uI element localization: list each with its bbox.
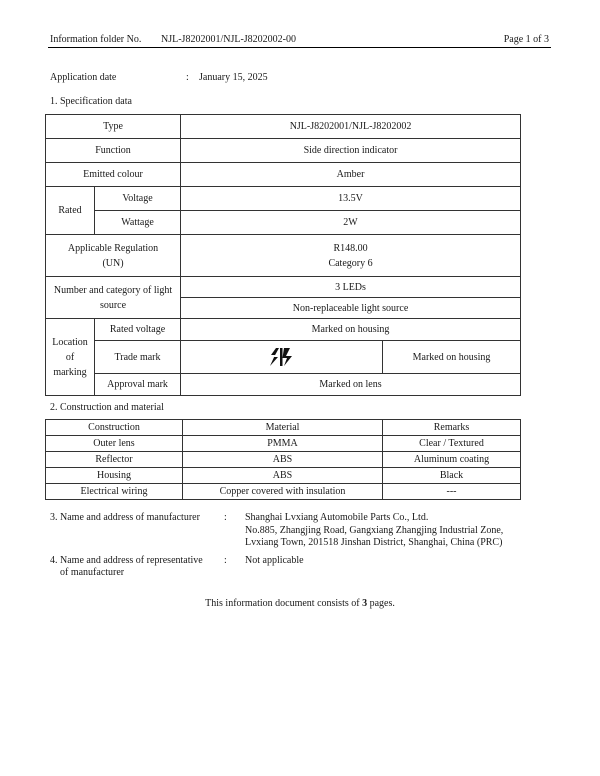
representative-value: Not applicable (245, 555, 304, 566)
section-2-title: 2. Construction and material (50, 402, 164, 413)
spec-row-wattage (46, 211, 521, 235)
spec-wattage-label: Wattage (95, 211, 181, 235)
spec-row-function (46, 139, 521, 163)
table-row (46, 436, 521, 452)
application-date-label: Application date (50, 72, 117, 83)
spec-regulation-value (181, 235, 521, 277)
construction-cell: Housing (46, 468, 183, 484)
spec-row-colour (46, 163, 521, 187)
manufacturer-address-line-1: No.885, Zhangjing Road, Gangxiang Zhangjing Industrial Zone, (245, 524, 504, 536)
material-cell: PMMA (183, 436, 383, 452)
remarks-header: Remarks (383, 420, 521, 436)
spec-location-line-3: marking (53, 366, 87, 378)
manufacturer-address-line-2: Lvxiang Town, 201518 Jinshan District, Shanghai, China (PRC) (245, 537, 503, 548)
construction-header: Construction (46, 420, 183, 436)
spec-rated-voltage-value: Marked on housing (181, 319, 521, 341)
section-4-colon: : (224, 555, 227, 566)
construction-table (45, 419, 521, 500)
spec-rated-label: Rated (46, 187, 95, 235)
spec-regulation-label-line-1: Applicable Regulation (67, 242, 159, 254)
section-3-label: 3. Name and address of manufacturer (50, 512, 200, 523)
spec-row-voltage (46, 187, 521, 211)
manufacturer-name: Shanghai Lvxiang Automobile Parts Co., Ltd. (245, 512, 429, 523)
remarks-cell: --- (383, 484, 521, 500)
spec-light-label-line-2: source (99, 299, 127, 311)
remarks-cell: Clear / Textured (383, 436, 521, 452)
material-cell: ABS (183, 452, 383, 468)
table-row (46, 452, 521, 468)
spec-colour-value: Amber (181, 163, 521, 187)
construction-header-row (46, 420, 521, 436)
spec-function-label: Function (46, 139, 181, 163)
spec-row-type (46, 115, 521, 139)
material-cell: ABS (183, 468, 383, 484)
section-4-label (50, 555, 203, 579)
folder-label: Information folder No. (50, 34, 142, 45)
section-1-title: 1. Specification data (50, 96, 132, 107)
specification-table (45, 114, 521, 396)
section-4-label-line-1: 4. Name and address of representative (50, 555, 203, 566)
section-4-label-line-2: of manufacturer (60, 567, 125, 578)
spec-row-regulation (46, 235, 521, 277)
footer-text-after: pages. (367, 598, 395, 609)
spec-trade-mark-logo-cell (181, 341, 383, 374)
spec-trade-mark-label: Trade mark (95, 341, 181, 374)
spec-row-approval-mark (46, 374, 521, 396)
spec-wattage-value: 2W (181, 211, 521, 235)
manufacturer-address (245, 512, 503, 550)
spec-light-source-label (46, 277, 181, 319)
remarks-cell: Aluminum coating (383, 452, 521, 468)
spec-location-of-marking (46, 319, 95, 396)
application-date-colon: : (186, 72, 189, 83)
spec-function-value: Side direction indicator (181, 139, 521, 163)
spec-row-light-source-1 (46, 277, 521, 298)
spec-regulation-value-line-1: R148.00 (333, 242, 368, 254)
spec-trade-mark-value: Marked on housing (383, 341, 521, 374)
table-row (46, 468, 521, 484)
footer-page-count: 3 (362, 598, 368, 609)
spec-regulation-label (46, 235, 181, 277)
spec-approval-mark-value: Marked on lens (181, 374, 521, 396)
spec-regulation-label-line-2: (UN) (102, 257, 124, 269)
spec-light-label-line-1: Number and category of light (53, 284, 173, 296)
material-cell: Copper covered with insulation (183, 484, 383, 500)
spec-rated-voltage-label: Rated voltage (95, 319, 181, 341)
spec-type-value: NJL-J8202001/NJL-J8202002 (181, 115, 521, 139)
table-row (46, 484, 521, 500)
remarks-cell: Black (383, 468, 521, 484)
material-header: Material (183, 420, 383, 436)
spec-colour-label: Emitted colour (46, 163, 181, 187)
spec-type-label: Type (46, 115, 181, 139)
footer-text-before: This information document consists of (205, 598, 363, 609)
construction-cell: Electrical wiring (46, 484, 183, 500)
page-header (48, 34, 551, 48)
spec-voltage-label: Voltage (95, 187, 181, 211)
spec-light-count: 3 LEDs (181, 277, 521, 298)
spec-row-rated-voltage-marking (46, 319, 521, 341)
document-page-count-note (0, 598, 600, 609)
spec-approval-mark-label: Approval mark (95, 374, 181, 396)
spec-light-category: Non-replaceable light source (181, 298, 521, 319)
section-3-colon: : (224, 512, 227, 523)
spec-row-trade-mark (46, 341, 521, 374)
application-date-value: January 15, 2025 (199, 72, 268, 83)
spec-location-line-1: Location (52, 336, 88, 348)
spec-regulation-value-line-2: Category 6 (328, 257, 373, 269)
construction-cell: Outer lens (46, 436, 183, 452)
spec-voltage-value: 13.5V (181, 187, 521, 211)
company-logo-icon (268, 346, 296, 368)
page-indicator: Page 1 of 3 (503, 34, 549, 45)
folder-number: NJL-J8202001/NJL-J8202002-00 (161, 34, 296, 45)
spec-location-line-2: of (65, 351, 75, 363)
construction-cell: Reflector (46, 452, 183, 468)
